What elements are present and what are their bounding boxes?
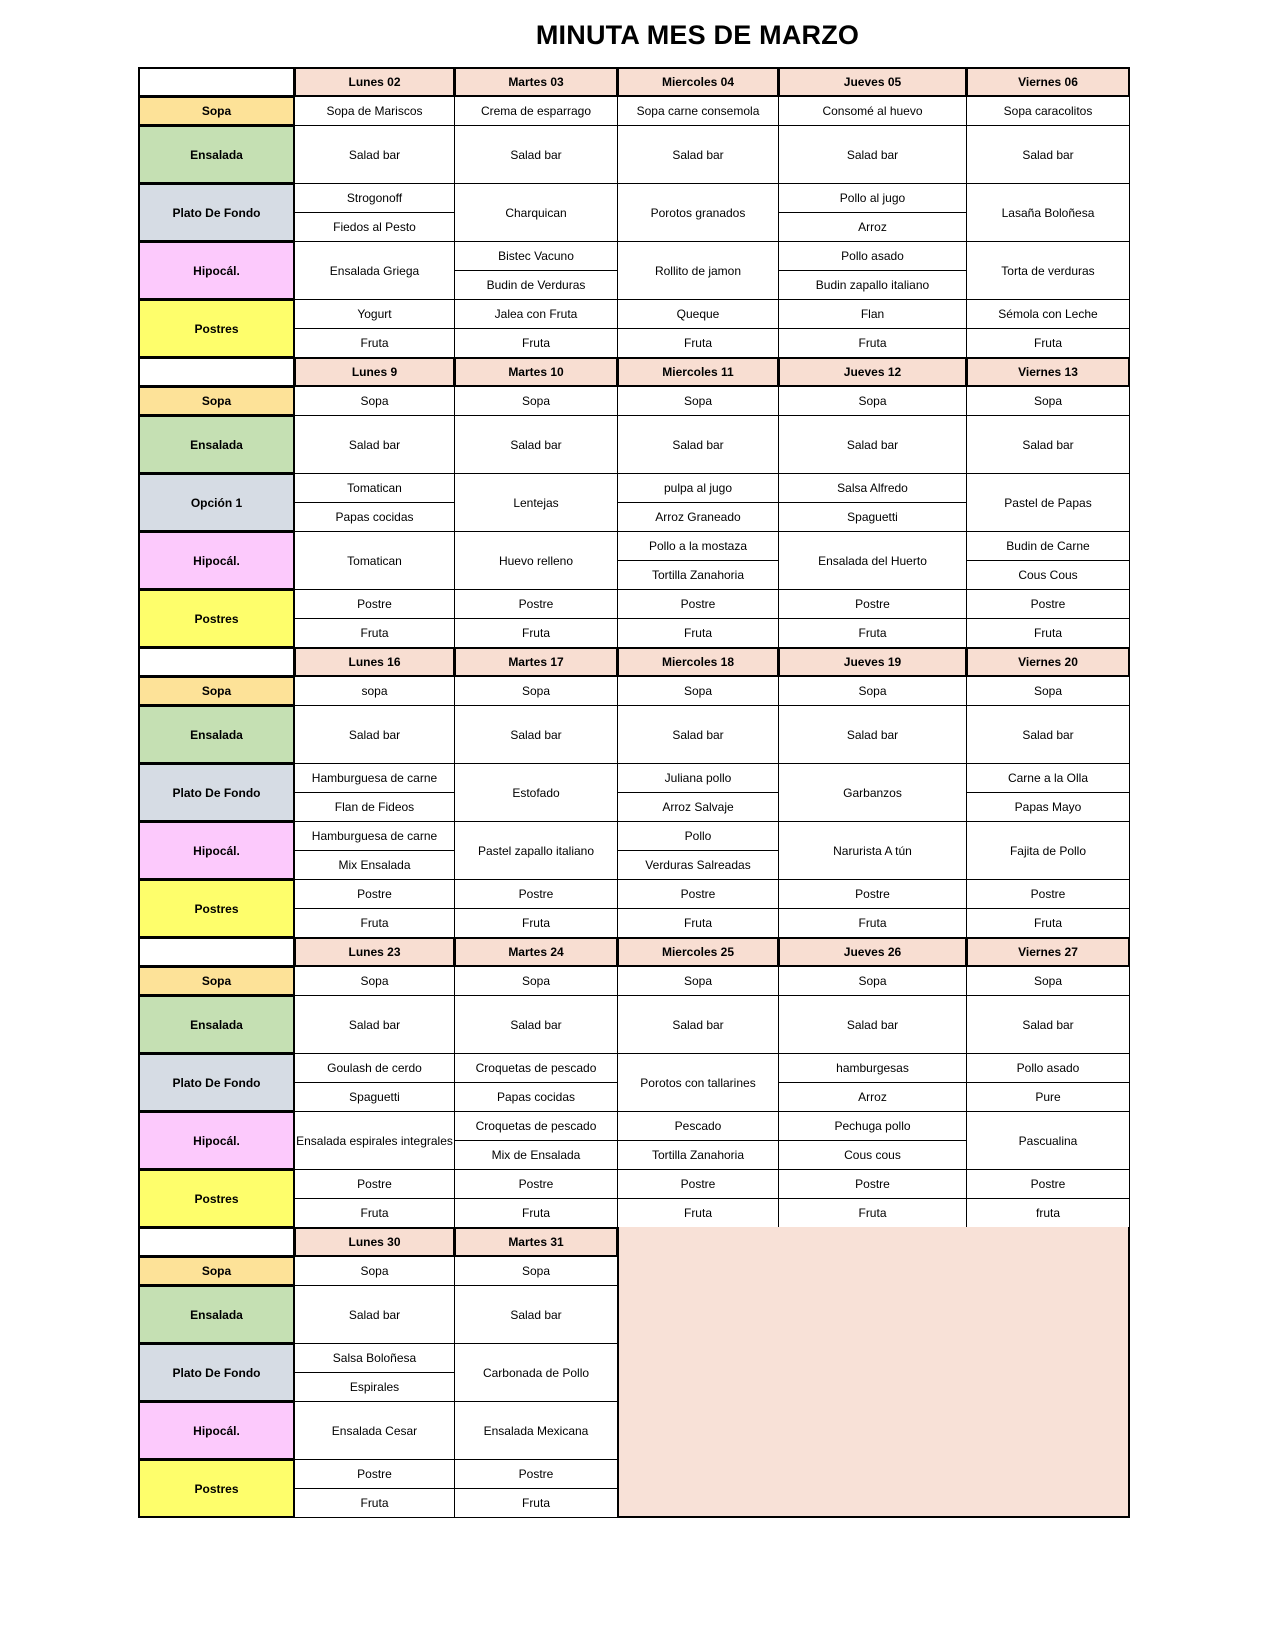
- menu-item: Narurista A tún: [778, 821, 967, 880]
- menu-item: Sopa: [454, 966, 618, 996]
- row-label: Opción 1: [138, 473, 295, 532]
- row-label: Sopa: [138, 386, 295, 416]
- menu-item: Salad bar: [454, 1285, 618, 1344]
- menu-item: Salad bar: [778, 415, 967, 474]
- menu-item: Croquetas de pescado: [454, 1053, 618, 1083]
- menu-item: Tomatican: [294, 473, 455, 503]
- menu-item: Papas cocidas: [454, 1082, 618, 1112]
- menu-item: Sopa: [966, 386, 1130, 416]
- row-label: Sopa: [138, 96, 295, 126]
- menu-item: Fruta: [617, 328, 779, 358]
- menu-item: Huevo relleno: [454, 531, 618, 590]
- row-label: Postres: [138, 879, 295, 938]
- menu-item: Sémola con Leche: [966, 299, 1130, 329]
- day-header: Jueves 05: [778, 67, 967, 97]
- row-label: Sopa: [138, 676, 295, 706]
- menu-item: Fruta: [454, 1198, 618, 1228]
- menu-item: Crema de esparrago: [454, 96, 618, 126]
- menu-item: Postre: [294, 1459, 455, 1489]
- day-header: Lunes 9: [294, 357, 455, 387]
- menu-item: Strogonoff: [294, 183, 455, 213]
- row-label: Ensalada: [138, 995, 295, 1054]
- menu-item: Sopa: [778, 676, 967, 706]
- row-label: Postres: [138, 1169, 295, 1228]
- menu-item: Croquetas de pescado: [454, 1111, 618, 1141]
- day-header: Lunes 23: [294, 937, 455, 967]
- menu-item: Fruta: [454, 618, 618, 648]
- row-label: Plato De Fondo: [138, 763, 295, 822]
- menu-item: Sopa: [966, 966, 1130, 996]
- menu-item: Postre: [454, 1459, 618, 1489]
- menu-item: Pascualina: [966, 1111, 1130, 1170]
- menu-item: Postre: [454, 1169, 618, 1199]
- menu-item: Salad bar: [454, 995, 618, 1054]
- menu-item: Queque: [617, 299, 779, 329]
- day-header: Lunes 16: [294, 647, 455, 677]
- menu-item: Fruta: [294, 908, 455, 938]
- menu-item: Fruta: [778, 908, 967, 938]
- menu-item: Fruta: [294, 618, 455, 648]
- menu-item: Pastel de Papas: [966, 473, 1130, 532]
- menu-item: Postre: [778, 1169, 967, 1199]
- day-header: Viernes 20: [966, 647, 1130, 677]
- day-header: Viernes 27: [966, 937, 1130, 967]
- menu-item: Pechuga pollo: [778, 1111, 967, 1141]
- menu-item: Fruta: [966, 328, 1130, 358]
- day-header: Martes 17: [454, 647, 618, 677]
- menu-item: Cous Cous: [966, 560, 1130, 590]
- menu-item: Sopa: [617, 386, 779, 416]
- menu-item: Salad bar: [617, 995, 779, 1054]
- menu-item: Fruta: [966, 618, 1130, 648]
- menu-item: Fruta: [966, 908, 1130, 938]
- menu-item: Hamburguesa de carne: [294, 821, 455, 851]
- menu-item: Salsa Boloñesa: [294, 1343, 455, 1373]
- menu-item: Postre: [617, 589, 779, 619]
- menu-item: Lasaña Boloñesa: [966, 183, 1130, 242]
- menu-item: sopa: [294, 676, 455, 706]
- menu-item: Pollo a la mostaza: [617, 531, 779, 561]
- day-header: Miercoles 04: [617, 67, 779, 97]
- row-label: Plato De Fondo: [138, 1343, 295, 1402]
- menu-item: Salad bar: [294, 125, 455, 184]
- header-blank: [138, 357, 295, 387]
- header-blank: [138, 1227, 295, 1257]
- menu-item: Fruta: [778, 618, 967, 648]
- menu-item: Salad bar: [617, 125, 779, 184]
- menu-item: Pastel zapallo italiano: [454, 821, 618, 880]
- menu-item: Arroz Salvaje: [617, 792, 779, 822]
- row-label: Sopa: [138, 966, 295, 996]
- header-blank: [138, 937, 295, 967]
- menu-item: Salad bar: [294, 1285, 455, 1344]
- menu-item: Salad bar: [966, 125, 1130, 184]
- day-header: Martes 03: [454, 67, 618, 97]
- menu-item: Fruta: [778, 1198, 967, 1228]
- menu-item: Fruta: [454, 328, 618, 358]
- menu-item: Postre: [966, 879, 1130, 909]
- menu-item: Ensalada Cesar: [294, 1401, 455, 1460]
- menu-item: pulpa al jugo: [617, 473, 779, 503]
- menu-item: Espirales: [294, 1372, 455, 1402]
- menu-item: Carne a la Olla: [966, 763, 1130, 793]
- day-header: Lunes 30: [294, 1227, 455, 1257]
- day-header: Martes 24: [454, 937, 618, 967]
- row-label: Hipocál.: [138, 1401, 295, 1460]
- menu-item: Fruta: [778, 328, 967, 358]
- menu-item: Tortilla Zanahoria: [617, 560, 779, 590]
- menu-item: Salad bar: [778, 705, 967, 764]
- menu-item: Sopa: [778, 386, 967, 416]
- empty-filler: [617, 1227, 1130, 1518]
- menu-item: Porotos granados: [617, 183, 779, 242]
- menu-item: Postre: [966, 589, 1130, 619]
- row-label: Postres: [138, 299, 295, 358]
- menu-table: [139, 68, 1147, 1560]
- menu-item: Yogurt: [294, 299, 455, 329]
- menu-item: Sopa carne consemola: [617, 96, 779, 126]
- menu-item: Sopa: [454, 676, 618, 706]
- menu-item: Porotos con tallarines: [617, 1053, 779, 1112]
- menu-item: Postre: [778, 589, 967, 619]
- menu-item: Spaguetti: [294, 1082, 455, 1112]
- menu-item: Spaguetti: [778, 502, 967, 532]
- menu-item: Salad bar: [294, 705, 455, 764]
- menu-item: Torta de verduras: [966, 241, 1130, 300]
- menu-item: Sopa: [294, 966, 455, 996]
- menu-item: Papas Mayo: [966, 792, 1130, 822]
- menu-item: Flan de Fideos: [294, 792, 455, 822]
- menu-item: Ensalada Griega: [294, 241, 455, 300]
- day-header: Jueves 19: [778, 647, 967, 677]
- menu-item: Pure: [966, 1082, 1130, 1112]
- menu-item: Postre: [617, 1169, 779, 1199]
- menu-item: Pollo asado: [778, 241, 967, 271]
- menu-item: Fruta: [294, 1198, 455, 1228]
- row-label: Sopa: [138, 1256, 295, 1286]
- menu-item: Pollo: [617, 821, 779, 851]
- menu-item: Sopa: [294, 386, 455, 416]
- menu-item: Postre: [778, 879, 967, 909]
- menu-item: Salad bar: [454, 125, 618, 184]
- menu-item: Ensalada Mexicana: [454, 1401, 618, 1460]
- row-label: Hipocál.: [138, 241, 295, 300]
- menu-item: Salad bar: [294, 415, 455, 474]
- row-label: Postres: [138, 589, 295, 648]
- day-header: Martes 31: [454, 1227, 618, 1257]
- menu-item: Sopa: [294, 1256, 455, 1286]
- menu-item: hamburgesas: [778, 1053, 967, 1083]
- day-header: Miercoles 25: [617, 937, 779, 967]
- header-blank: [138, 647, 295, 677]
- menu-item: Budin zapallo italiano: [778, 270, 967, 300]
- menu-item: Pescado: [617, 1111, 779, 1141]
- menu-item: Arroz: [778, 212, 967, 242]
- day-header: Miercoles 18: [617, 647, 779, 677]
- menu-item: Rollito de jamon: [617, 241, 779, 300]
- menu-item: Fajita de Pollo: [966, 821, 1130, 880]
- menu-item: Sopa: [454, 1256, 618, 1286]
- menu-item: Salad bar: [617, 415, 779, 474]
- menu-item: Postre: [454, 879, 618, 909]
- menu-item: Sopa: [454, 386, 618, 416]
- row-label: Ensalada: [138, 705, 295, 764]
- menu-item: Salad bar: [778, 125, 967, 184]
- menu-item: Arroz: [778, 1082, 967, 1112]
- menu-item: Postre: [454, 589, 618, 619]
- day-header: Viernes 13: [966, 357, 1130, 387]
- menu-item: Ensalada espirales integrales: [294, 1111, 455, 1170]
- row-label: Hipocál.: [138, 821, 295, 880]
- menu-item: Mix de Ensalada: [454, 1140, 618, 1170]
- menu-item: Fruta: [294, 328, 455, 358]
- menu-item: Fruta: [454, 908, 618, 938]
- menu-item: Goulash de cerdo: [294, 1053, 455, 1083]
- menu-item: Sopa de Mariscos: [294, 96, 455, 126]
- day-header: Miercoles 11: [617, 357, 779, 387]
- menu-item: Juliana pollo: [617, 763, 779, 793]
- menu-item: Budin de Verduras: [454, 270, 618, 300]
- menu-item: Ensalada del Huerto: [778, 531, 967, 590]
- menu-item: Verduras Salreadas: [617, 850, 779, 880]
- menu-item: Estofado: [454, 763, 618, 822]
- menu-item: Jalea con Fruta: [454, 299, 618, 329]
- menu-item: Arroz Graneado: [617, 502, 779, 532]
- menu-item: Salad bar: [966, 415, 1130, 474]
- menu-item: Salad bar: [454, 415, 618, 474]
- menu-item: Fruta: [617, 908, 779, 938]
- menu-item: Tortilla Zanahoria: [617, 1140, 779, 1170]
- day-header: Jueves 26: [778, 937, 967, 967]
- menu-item: Sopa: [966, 676, 1130, 706]
- menu-item: fruta: [966, 1198, 1130, 1228]
- menu-item: Papas cocidas: [294, 502, 455, 532]
- menu-item: Sopa: [617, 676, 779, 706]
- row-label: Ensalada: [138, 415, 295, 474]
- menu-item: Postre: [294, 879, 455, 909]
- menu-item: Salad bar: [617, 705, 779, 764]
- day-header: Viernes 06: [966, 67, 1130, 97]
- row-label: Ensalada: [138, 125, 295, 184]
- row-label: Hipocál.: [138, 1111, 295, 1170]
- menu-item: Budin de Carne: [966, 531, 1130, 561]
- menu-item: Salad bar: [966, 995, 1130, 1054]
- row-label: Postres: [138, 1459, 295, 1518]
- menu-item: Cous cous: [778, 1140, 967, 1170]
- day-header: Martes 10: [454, 357, 618, 387]
- menu-item: Postre: [294, 589, 455, 619]
- row-label: Plato De Fondo: [138, 1053, 295, 1112]
- day-header: Lunes 02: [294, 67, 455, 97]
- row-label: Ensalada: [138, 1285, 295, 1344]
- menu-item: Fiedos al Pesto: [294, 212, 455, 242]
- menu-item: Salsa Alfredo: [778, 473, 967, 503]
- menu-item: Charquican: [454, 183, 618, 242]
- header-blank: [138, 67, 295, 97]
- menu-item: Pollo asado: [966, 1053, 1130, 1083]
- menu-item: Postre: [966, 1169, 1130, 1199]
- menu-item: Fruta: [617, 618, 779, 648]
- menu-item: Salad bar: [454, 705, 618, 764]
- menu-item: Fruta: [294, 1488, 455, 1518]
- menu-item: Sopa: [778, 966, 967, 996]
- menu-item: Postre: [617, 879, 779, 909]
- menu-item: Salad bar: [778, 995, 967, 1054]
- menu-item: Fruta: [454, 1488, 618, 1518]
- day-header: Jueves 12: [778, 357, 967, 387]
- menu-item: Fruta: [617, 1198, 779, 1228]
- menu-item: Bistec Vacuno: [454, 241, 618, 271]
- menu-item: Mix Ensalada: [294, 850, 455, 880]
- menu-item: Tomatican: [294, 531, 455, 590]
- menu-item: Pollo al jugo: [778, 183, 967, 213]
- menu-item: Sopa: [617, 966, 779, 996]
- menu-item: Salad bar: [294, 995, 455, 1054]
- menu-item: Postre: [294, 1169, 455, 1199]
- menu-item: Consomé al huevo: [778, 96, 967, 126]
- menu-item: Sopa caracolitos: [966, 96, 1130, 126]
- menu-item: Flan: [778, 299, 967, 329]
- menu-item: Lentejas: [454, 473, 618, 532]
- menu-item: Salad bar: [966, 705, 1130, 764]
- menu-item: Hamburguesa de carne: [294, 763, 455, 793]
- row-label: Plato De Fondo: [138, 183, 295, 242]
- page-title: MINUTA MES DE MARZO: [535, 20, 860, 50]
- row-label: Hipocál.: [138, 531, 295, 590]
- menu-item: Garbanzos: [778, 763, 967, 822]
- menu-item: Carbonada de Pollo: [454, 1343, 618, 1402]
